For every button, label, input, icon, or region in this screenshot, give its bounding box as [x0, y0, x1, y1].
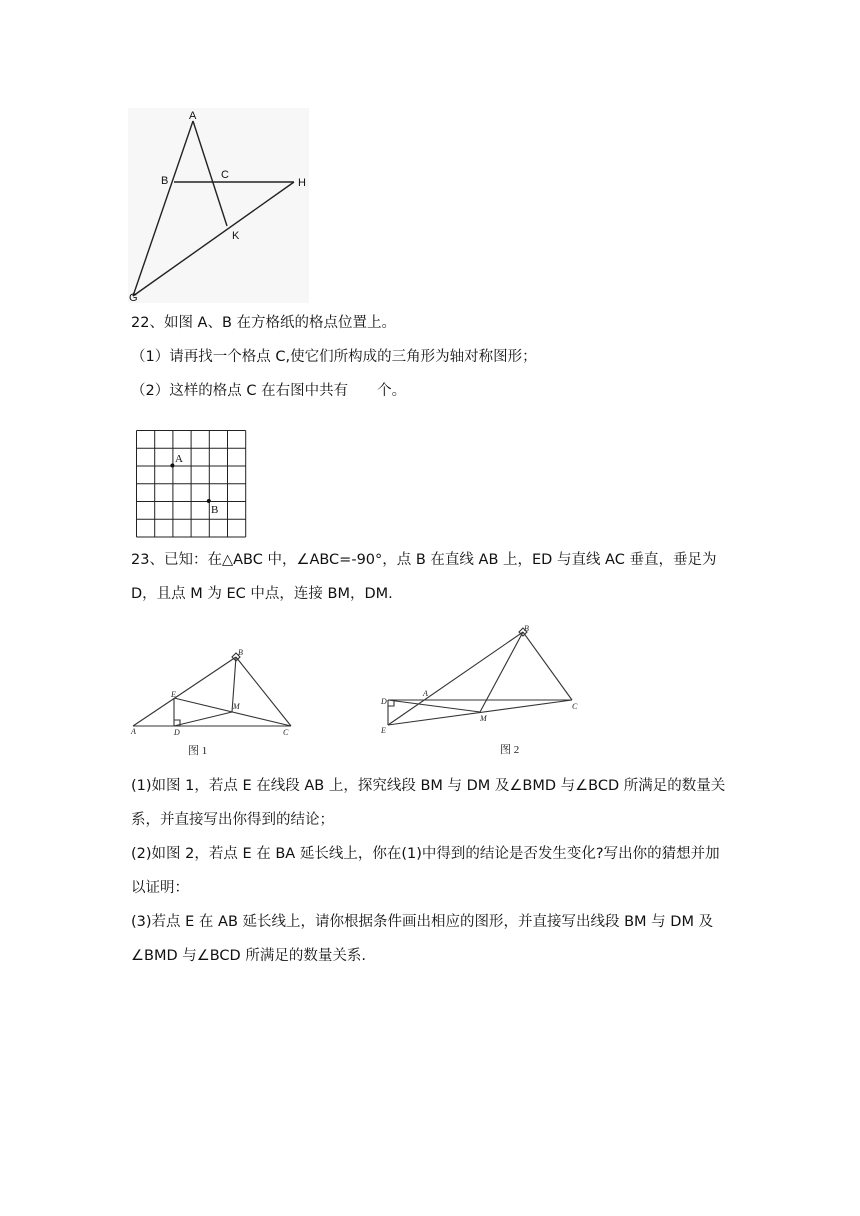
fig2-label-d: D — [381, 697, 387, 706]
fig2-label-a: A — [423, 689, 428, 698]
q22-part2: （2）这样的格点 C 在右图中共有 个。 — [131, 383, 407, 399]
fig1-label-a: A — [131, 727, 136, 736]
fig1-label-e: E — [171, 690, 176, 699]
q23-p3-line1: (3)若点 E 在 AB 延长线上，请你根据条件画出相应的图形，并直接写出线段 BM 与 DM 及 — [131, 914, 714, 930]
label-c: C — [221, 169, 229, 181]
fig2-label-b: B — [524, 624, 529, 633]
q22-title: 22、如图 A、B 在方格纸的格点位置上。 — [131, 315, 397, 331]
label-b: B — [161, 175, 169, 187]
q23-p2-line1: (2)如图 2，若点 E 在 BA 延长线上，你在(1)中得到的结论是否发生变化?写出你的猜想并加 — [131, 846, 720, 862]
q23-p1-line2: 系，并直接写出你得到的结论； — [131, 812, 334, 828]
figure-1 — [128, 642, 303, 764]
fig1-caption: 图 1 — [188, 745, 208, 757]
fig2-caption: 图 2 — [500, 744, 520, 756]
label-h: H — [298, 177, 306, 189]
fig1-label-b: B — [238, 648, 243, 657]
fig2-label-e: E — [381, 726, 386, 735]
label-g: G — [129, 292, 138, 304]
q23-p1-line1: (1)如图 1，若点 E 在线段 AB 上，探究线段 BM 与 DM 及∠BMD 与∠BCD 所满足的数量关 — [131, 778, 726, 794]
fig1-label-c: C — [283, 728, 289, 737]
figure-triangle-abc-hkg — [128, 108, 313, 308]
fig1-label-m: M — [233, 702, 240, 711]
grid-label-b: B — [211, 504, 219, 516]
label-k: K — [232, 230, 240, 242]
q23-p3-line2: ∠BMD 与∠BCD 所满足的数量关系. — [131, 948, 366, 964]
fig1-label-d: D — [174, 728, 180, 737]
q23-p2-line2: 以证明： — [131, 880, 189, 896]
fig2-label-m: M — [480, 714, 487, 723]
q23-line2: D，且点 M 为 EC 中点，连接 BM，DM. — [131, 586, 393, 602]
fig2-label-c: C — [572, 702, 578, 711]
grid-paper-figure — [136, 430, 248, 540]
grid-label-a: A — [175, 453, 183, 465]
label-a: A — [189, 110, 197, 122]
q23-line1: 23、已知：在△ABC 中，∠ABC=-90°，点 B 在直线 AB 上，ED 与直线 AC 垂直，垂足为 — [131, 552, 717, 568]
q22-part1: （1）请再找一个格点 C,使它们所构成的三角形为轴对称图形； — [131, 349, 537, 365]
grid-point-a — [170, 464, 174, 468]
figure-2 — [376, 622, 586, 764]
